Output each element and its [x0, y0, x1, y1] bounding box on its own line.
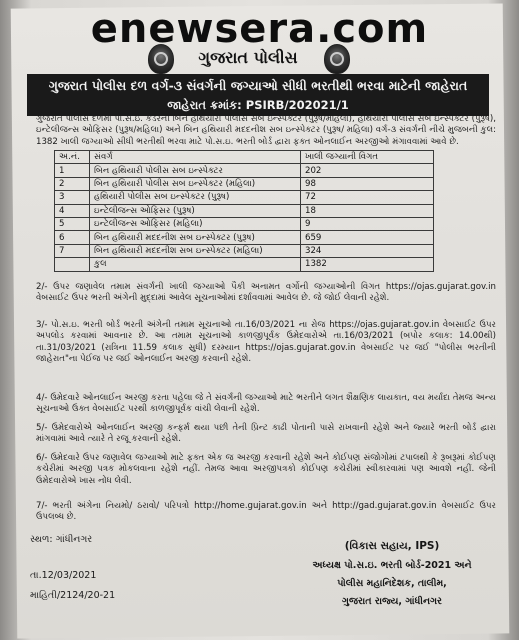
cell-serial: 6 — [55, 231, 90, 244]
paragraph-2: 2/- ઉપર જણાવેલ તમામ સંવર્ગની ખાલી જગ્યાઓ પૈકી અનામત વર્ગોની જગ્યાઓની વિગત https://ojas.gujarat.gov.in વેબસાઈટ ઉપર ભરતી અંગેની મુદ્દામાં આવેલ સૂચનાઓમાં દર્શાવવામાં આવેલ છે. જે જોઈ લેવાની રહેશે. — [36, 282, 496, 304]
paragraph-4: 4/- ઉમેદવારે ઓનલાઈન અરજી કરતા પહેલા જે તે સંવર્ગની જગ્યાઓ માટે ભરતીને લગત શૈક્ષણિક લાયકાત, વય મર્યાદા તેમજ અન્ય સૂચનાઓ ઉક્ત વેબસાઈટ પરથી કાળજીપૂર્વક વાંચી લેવાની રહેશે. — [36, 393, 496, 415]
info-number: માહિતી/2124/20-21 — [30, 590, 116, 601]
cell-vacancies: 98 — [301, 177, 434, 190]
designation-line-2: પોલીસ મહાનિદેશક, તાલીમ, — [337, 578, 447, 589]
cell-cadre: હથિયારી પોલીસ સબ ઇન્સ્પેક્ટર (પુરૂષ) — [90, 191, 301, 204]
table-row — [55, 177, 434, 190]
emblem-icon — [330, 52, 344, 66]
designation-line-3: ગુજરાત રાજ્ય, ગાંધીનગર — [342, 596, 442, 607]
table-total-row — [55, 258, 434, 271]
cell-vacancies: 72 — [301, 191, 434, 204]
site-watermark: enewsera.com — [90, 6, 429, 52]
table-row — [55, 231, 434, 244]
table-header-row — [55, 151, 434, 164]
place-line: સ્થળ: ગાંધીનગર — [30, 534, 93, 545]
cell-vacancies: 9 — [301, 217, 434, 230]
table-row — [55, 164, 434, 177]
cell-cadre: ઇન્ટેલીજન્સ ઓફિસર (પુરૂષ) — [90, 204, 301, 217]
total-label: કુલ — [90, 258, 301, 271]
paragraph-7: 7/- ભરતી અંગેના નિયમો/ ઠરાવો/ પરિપત્રો http://home.gujarat.gov.in અને http://gad.gujarat.gov.in વેબસાઈટ ઉપર ઉપલબ્ધ છે. — [36, 501, 496, 523]
cell-serial: 5 — [55, 217, 90, 230]
paragraph-6: 6/- ઉમેદવારે ઉપર જણાવેલ જગ્યાઓ માટે ફક્ત એક જ અરજી કરવાની રહેશે અને કોઈપણ સંજોગોમાં ટપાલથી કે રૂબરૂમાં કોઈપણ કચેરીમાં અરજી પત્રક મોકલવાના રહેશે નહીં. તેમજ આવા અરજીપત્રકો કોઈપણ કચેરીમાં સ્વીકારવામાં પણ આવશે નહીં. જેની ઉમેદવારોએ ખાસ નોંધ લેવી. — [36, 453, 496, 486]
signatory-name: (વિકાસ સહાય, IPS) — [344, 540, 440, 552]
cell-serial: 1 — [55, 164, 90, 177]
notice-number: જાહેરાત ક્રમાંક: PSIRB/202021/1 — [167, 98, 349, 112]
cell-serial: 2 — [55, 177, 90, 190]
cell-serial: 4 — [55, 204, 90, 217]
cell-serial: 7 — [55, 244, 90, 257]
table-row — [55, 244, 434, 257]
cell-cadre: બિન હથિયારી પોલીસ સબ ઇન્સ્પેક્ટર — [90, 164, 301, 177]
cell-serial: 3 — [55, 191, 90, 204]
table-row — [55, 204, 434, 217]
cell-vacancies: 18 — [301, 204, 434, 217]
notice-title: ગુજરાત પોલીસ દળ વર્ગ-૩ સંવર્ગની જગ્યાઓ સીધી ભરતીથી ભરવા માટેની જાહેરાત — [48, 78, 468, 93]
date-line: તા.12/03/2021 — [30, 570, 97, 581]
emblem-icon — [154, 52, 168, 66]
header-cadre: સંવર્ગ — [90, 151, 301, 164]
cell-cadre: બિન હથિયારી મદદનીશ સબ ઇન્સ્પેક્ટર (પુરૂષ) — [90, 231, 301, 244]
table-row — [55, 217, 434, 230]
department-title: ગુજરાત પોલીસ — [198, 48, 298, 67]
header-vacancies: ખાલી જગ્યાની વિગત — [301, 151, 434, 164]
header-serial: અ.નં. — [55, 151, 90, 164]
cell-cadre: બિન હથિયારી પોલીસ સબ ઇન્સ્પેક્ટર (મહિલા) — [90, 177, 301, 190]
cell-vacancies: 659 — [301, 231, 434, 244]
cell-cadre: બિન હથિયારી મદદનીશ સબ ઇન્સ્પેક્ટર (મહિલા) — [90, 244, 301, 257]
cell-vacancies: 202 — [301, 164, 434, 177]
designation-line-1: અધ્યક્ષ પો.સ.ઇ. ભરતી બોર્ડ-2021 અને — [312, 560, 472, 571]
vacancy-table — [54, 150, 434, 272]
cell-vacancies: 324 — [301, 244, 434, 257]
paragraph-5: 5/- ઉમેદવારોએ ઓનલાઈન અરજી કન્ફર્મ થયા પછી તેની પ્રિન્ટ કાઢી પોતાની પાસે રાખવાની રહેશે અને જ્યારે ભરતી બોર્ડ દ્વારા માંગવામાં આવે ત્યારે તે રજૂ કરવાની રહેશે. — [36, 423, 496, 445]
cell-cadre: ઇન્ટેલીજન્સ ઓફિસર (મહિલા) — [90, 217, 301, 230]
total-value: 1382 — [301, 258, 434, 271]
intro-paragraph: ગુજરાત પોલીસ દળમાં પો.સ.ઇ. કેડરની બિન હથિયારી પોલીસ સબ ઇન્સ્પેક્ટર (પુરૂષ/મહિલા), હથિયારી પોલીસ સબ ઇન્સ્પેક્ટર (પુરૂષ), ઇન્ટેલીજન્સ ઓફિસર (પુરૂષ/મહિલા) અને બિન હથિયારી મદદનીશ સબ ઇન્સ્પેક્ટર (પુરૂષ/ મહિલા) વર્ગ-૩ સંવર્ગની નીચે મુજબની કુલ: 1382 ખાલી જગ્યાઓ સીધી ભરતીથી ભરવા માટે પો.સ.ઇ. ભરતી બોર્ડ દ્વારા ફક્ત ઓનલાઈન અરજીઓ મંગાવવામાં આવે છે. — [36, 114, 497, 147]
paragraph-3: 3/- પો.સ.ઇ. ભરતી બોર્ડ ભરતી અંગેની તમામ સૂચનાઓ તા.16/03/2021 ના રોજ https://ojas.gujarat.gov.in વેબસાઈટ ઉપર અપલોડ કરવામાં આવનાર છે. આ તમામ સૂચનાઓ કાળજીપૂર્વક ઉમેદવારોએ તા.16/03/2021 (બપોર કલાક: 14.00થી) તા.31/03/2021 (રાત્રિના 11.59 કલાક સુધી) દરમ્યાન https://ojas.gujarat.gov.in વેબસાઈટ પર જઈ "પોલીસ ભરતીની જાહેરાત"ના પેઈજ પર જઈ ઓનલાઈન અરજી કરવાની રહેશે. — [36, 320, 496, 364]
notice-banner — [27, 74, 489, 116]
table-row — [55, 191, 434, 204]
